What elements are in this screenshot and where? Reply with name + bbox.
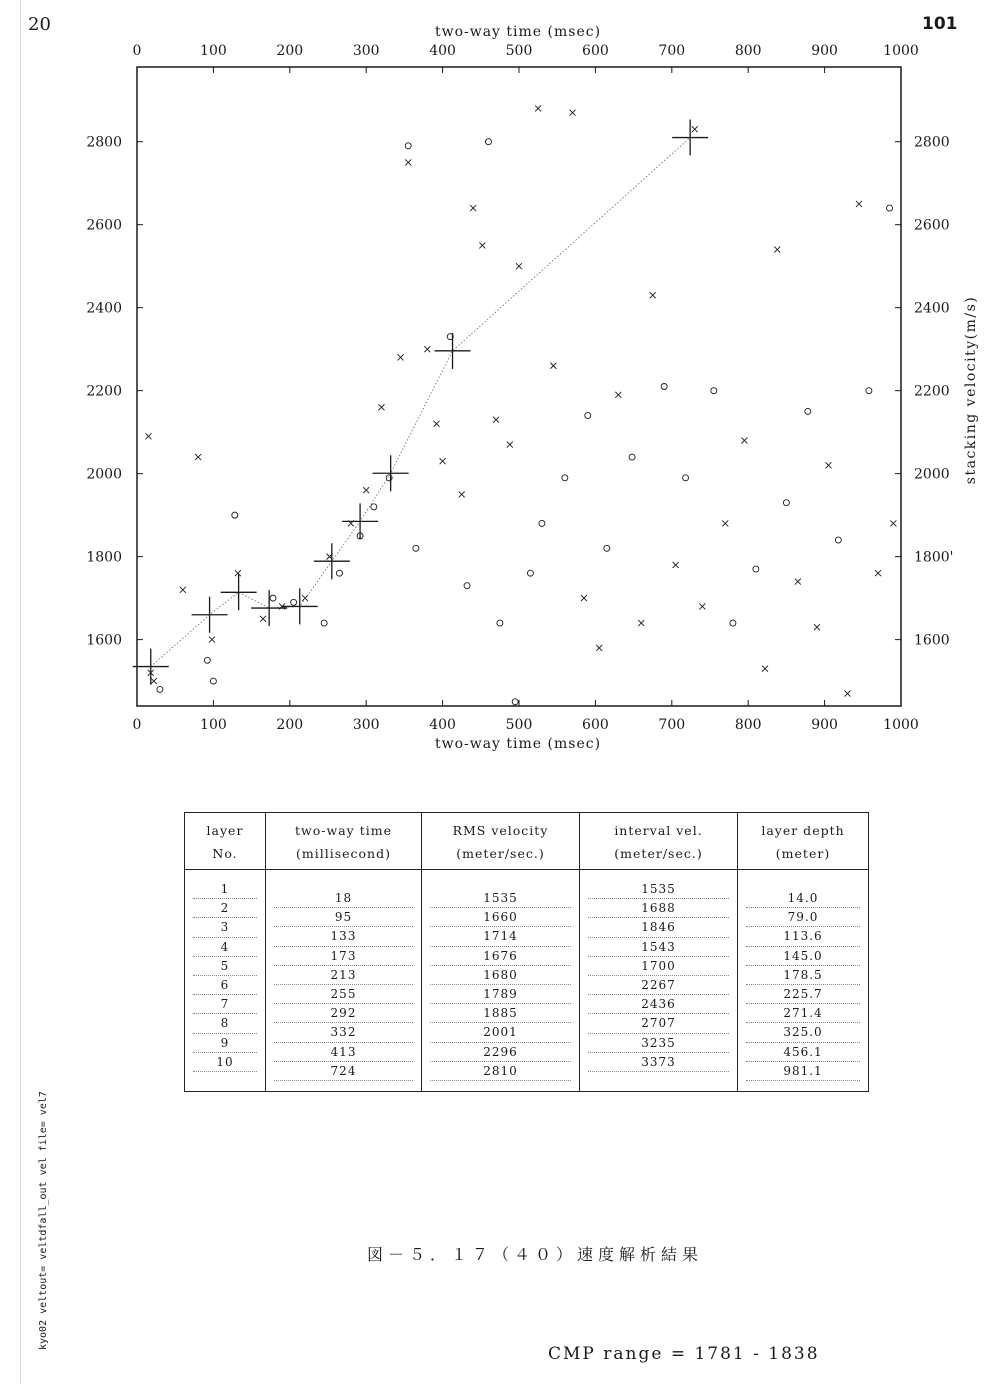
table-cell: 95	[274, 908, 413, 927]
header-layer-no: layer No.	[185, 813, 266, 870]
table-cell: 2001	[430, 1023, 571, 1042]
table-cell: 9	[193, 1034, 257, 1053]
semblance-x-mark	[195, 454, 201, 460]
x-tick-label-top: 300	[352, 43, 380, 59]
x-tick-label-bottom: 200	[276, 717, 304, 733]
table-cell: 4	[193, 938, 257, 957]
table-cell: 1660	[430, 908, 571, 927]
semblance-circle-mark	[711, 388, 717, 394]
semblance-circle-mark	[512, 699, 518, 705]
y-axis-title-right: stacking velocity(m/s)	[963, 295, 979, 485]
x-tick-label-bottom: 400	[429, 717, 456, 733]
plot-frame	[137, 67, 901, 706]
table-cell: 173	[274, 947, 413, 966]
y-tick-label-right: 2800	[914, 134, 950, 151]
semblance-x-mark	[424, 346, 430, 352]
velocity-pick-cross	[282, 588, 318, 624]
page-number-left: 20	[28, 14, 51, 35]
y-tick-label-left: 1600	[86, 632, 122, 649]
table-cell: 178.5	[746, 966, 860, 985]
semblance-circle-mark	[539, 520, 545, 526]
semblance-x-mark	[405, 159, 411, 165]
semblance-circle-mark	[585, 413, 591, 419]
semblance-x-mark	[615, 392, 621, 398]
x-tick-label-top: 600	[582, 43, 609, 59]
x-tick-label-top: 0	[132, 43, 142, 59]
header-interval-vel: interval vel. (meter/sec.)	[580, 813, 738, 870]
semblance-x-mark	[569, 110, 575, 116]
semblance-x-mark	[795, 579, 801, 585]
table-cell: 3	[193, 918, 257, 937]
y-tick-label-right: 1600	[914, 632, 950, 649]
side-caption: kyo02 veltout= veltdfall_out vel file= vel7	[38, 1091, 49, 1350]
semblance-x-mark	[180, 587, 186, 593]
table-cell: 18	[274, 889, 413, 908]
table-cell: 724	[274, 1062, 413, 1081]
y-tick-label-right: 2000	[914, 466, 950, 483]
semblance-circle-mark	[157, 686, 163, 692]
table-cell: 7	[193, 995, 257, 1014]
x-tick-label-bottom: 800	[734, 717, 762, 733]
semblance-x-mark	[440, 458, 446, 464]
y-tick-label-right: 2600	[914, 217, 950, 234]
semblance-circle-mark	[805, 408, 811, 414]
axis-ticks	[86, 43, 953, 733]
velocity-pick-cross	[192, 597, 228, 633]
y-tick-label-left: 2200	[86, 383, 122, 400]
x-tick-label-top: 800	[734, 43, 762, 59]
semblance-circle-mark	[405, 143, 411, 149]
x-tick-label-top: 100	[200, 43, 227, 59]
x-tick-label-bottom: 700	[658, 717, 686, 733]
x-axis-title-bottom: two-way time (msec)	[434, 736, 602, 752]
semblance-x-mark	[363, 487, 369, 493]
x-tick-label-bottom: 900	[811, 717, 838, 733]
semblance-circle-mark	[485, 139, 491, 145]
semblance-circle-mark	[629, 454, 635, 460]
semblance-circle-mark	[210, 678, 216, 684]
x-tick-label-bottom: 100	[200, 717, 227, 733]
semblance-circle-mark	[730, 620, 736, 626]
table-cell: 2810	[430, 1062, 571, 1081]
semblance-x-mark	[209, 637, 215, 643]
semblance-x-mark	[151, 678, 157, 684]
table-cell: 981.1	[746, 1062, 860, 1081]
table-cell: 1789	[430, 985, 571, 1004]
semblance-x-mark	[145, 433, 151, 439]
table-cell: 2296	[430, 1043, 571, 1062]
semblance-x-mark	[398, 354, 404, 360]
table-cell: 2707	[588, 1014, 729, 1033]
table-cell: 1885	[430, 1004, 571, 1023]
semblance-circle-mark	[753, 566, 759, 572]
semblance-x-mark	[814, 624, 820, 630]
table-cell: 145.0	[746, 947, 860, 966]
semblance-x-mark	[378, 404, 384, 410]
semblance-circle-mark	[270, 595, 276, 601]
y-tick-label-right: 1800'	[914, 549, 954, 566]
table-cell: 1535	[588, 880, 729, 899]
table-cell: 79.0	[746, 908, 860, 927]
semblance-circle-mark	[464, 583, 470, 589]
x-tick-label-bottom: 1000	[883, 717, 919, 733]
semblance-x-mark	[845, 691, 851, 697]
x-tick-label-top: 900	[811, 43, 838, 59]
table-cell: 225.7	[746, 985, 860, 1004]
table-cell: 1700	[588, 957, 729, 976]
table-cell: 271.4	[746, 1004, 860, 1023]
y-tick-label-left: 2400	[86, 300, 122, 317]
velocity-pick-cross	[314, 543, 350, 579]
x-tick-label-top: 400	[429, 43, 456, 59]
semblance-circle-mark	[497, 620, 503, 626]
table-cell: 413	[274, 1043, 413, 1062]
table-cell: 2436	[588, 995, 729, 1014]
semblance-circle-mark	[204, 657, 210, 663]
cmp-range: CMP range = 1781 - 1838	[548, 1344, 820, 1364]
semblance-x-mark	[856, 201, 862, 207]
x-tick-label-top: 700	[658, 43, 686, 59]
rms-velocity-column	[430, 880, 571, 1081]
semblance-x-mark	[493, 417, 499, 423]
semblance-x-mark	[692, 126, 698, 132]
table-cell: 292	[274, 1004, 413, 1023]
table-cell: 1543	[588, 938, 729, 957]
table-cell: 6	[193, 976, 257, 995]
layer-depth-column	[746, 880, 860, 1081]
semblance-x-mark	[260, 616, 266, 622]
y-tick-label-left: 1800	[86, 549, 122, 566]
table-cell: 456.1	[746, 1043, 860, 1062]
velocity-pick-cross	[251, 590, 287, 626]
semblance-circle-mark	[291, 599, 297, 605]
table-cell: 1714	[430, 927, 571, 946]
table-cell: 3235	[588, 1034, 729, 1053]
semblance-x-mark	[596, 645, 602, 651]
x-tick-label-top: 1000	[883, 43, 919, 59]
semblance-x-mark	[470, 205, 476, 211]
table-cell: 8	[193, 1014, 257, 1033]
interval-vel-column	[588, 880, 729, 1072]
velocity-pick-cross	[342, 503, 378, 539]
table-cell: 113.6	[746, 927, 860, 946]
x-axis-title-top: two-way time (msec)	[434, 24, 602, 40]
table-cell: 1676	[430, 947, 571, 966]
semblance-circle-mark	[527, 570, 533, 576]
layer-no-column	[193, 880, 257, 1072]
velocity-pick-cross	[221, 574, 257, 610]
header-layer-depth: layer depth (meter)	[738, 813, 869, 870]
x-tick-label-top: 500	[505, 43, 533, 59]
two-way-time-column	[274, 880, 413, 1081]
page-number-right: 101	[922, 14, 958, 34]
velocity-pick-cross	[672, 120, 708, 156]
semblance-x-mark	[722, 520, 728, 526]
table-cell: 325.0	[746, 1023, 860, 1042]
table-cell: 5	[193, 957, 257, 976]
velocity-picks	[133, 120, 708, 685]
semblance-x-mark	[673, 562, 679, 568]
header-two-way-time: two-way time (millisecond)	[266, 813, 422, 870]
velocity-results-table	[184, 812, 869, 1092]
semblance-x-mark	[550, 363, 556, 369]
table-header-row	[185, 813, 869, 870]
semblance-circle-mark	[336, 570, 342, 576]
x-tick-label-bottom: 0	[132, 717, 142, 733]
table-cell: 133	[274, 927, 413, 946]
semblance-x-mark	[433, 421, 439, 427]
semblance-circle-mark	[783, 500, 789, 506]
semblance-circle-mark	[661, 384, 667, 390]
velocity-pick-cross	[373, 455, 409, 491]
table-cell: 14.0	[746, 889, 860, 908]
table-cell: 2267	[588, 976, 729, 995]
semblance-circle-mark	[562, 475, 568, 481]
table-cell: 213	[274, 966, 413, 985]
semblance-x-mark	[875, 570, 881, 576]
table-cell: 1846	[588, 918, 729, 937]
semblance-x-mark	[890, 520, 896, 526]
y-tick-label-left: 2600	[86, 217, 122, 234]
y-tick-label-right: 2400	[914, 300, 950, 317]
semblance-circle-mark	[604, 545, 610, 551]
y-tick-label-right: 2200	[914, 383, 950, 400]
semblance-circle-mark	[413, 545, 419, 551]
table-cell: 2	[193, 899, 257, 918]
semblance-x-mark	[699, 603, 705, 609]
x-tick-label-bottom: 500	[505, 717, 533, 733]
semblance-circle-mark	[371, 504, 377, 510]
semblance-x-mark	[825, 462, 831, 468]
semblance-x-mark	[535, 105, 541, 111]
table-cell: 332	[274, 1023, 413, 1042]
figure-caption: 図－５．１７（４０）速度解析結果	[367, 1245, 704, 1264]
table-cell: 1680	[430, 966, 571, 985]
header-rms-velocity: RMS velocity (meter/sec.)	[422, 813, 580, 870]
semblance-points	[145, 105, 896, 704]
y-tick-label-left: 2000	[86, 466, 122, 483]
x-tick-label-bottom: 300	[352, 717, 380, 733]
interval-velocity-trend-line	[151, 138, 690, 667]
table-row	[185, 870, 869, 1092]
semblance-circle-mark	[683, 475, 689, 481]
semblance-x-mark	[479, 242, 485, 248]
velocity-pick-cross	[435, 333, 471, 369]
semblance-x-mark	[459, 491, 465, 497]
semblance-x-mark	[774, 247, 780, 253]
semblance-x-mark	[516, 263, 522, 269]
table-cell: 1	[193, 880, 257, 899]
semblance-circle-mark	[866, 388, 872, 394]
semblance-circle-mark	[232, 512, 238, 518]
semblance-circle-mark	[321, 620, 327, 626]
semblance-x-mark	[638, 620, 644, 626]
semblance-x-mark	[507, 442, 513, 448]
table-cell: 1688	[588, 899, 729, 918]
x-tick-label-bottom: 600	[582, 717, 609, 733]
table-cell: 1535	[430, 889, 571, 908]
semblance-x-mark	[762, 666, 768, 672]
semblance-x-mark	[741, 437, 747, 443]
table-cell: 255	[274, 985, 413, 1004]
velocity-pick-cross	[133, 649, 169, 685]
semblance-x-mark	[650, 292, 656, 298]
semblance-x-mark	[581, 595, 587, 601]
table-cell: 10	[193, 1053, 257, 1072]
x-tick-label-top: 200	[276, 43, 304, 59]
table-cell: 3373	[588, 1053, 729, 1072]
semblance-x-mark	[235, 570, 241, 576]
semblance-circle-mark	[887, 205, 893, 211]
semblance-circle-mark	[835, 537, 841, 543]
y-tick-label-left: 2800	[86, 134, 122, 151]
